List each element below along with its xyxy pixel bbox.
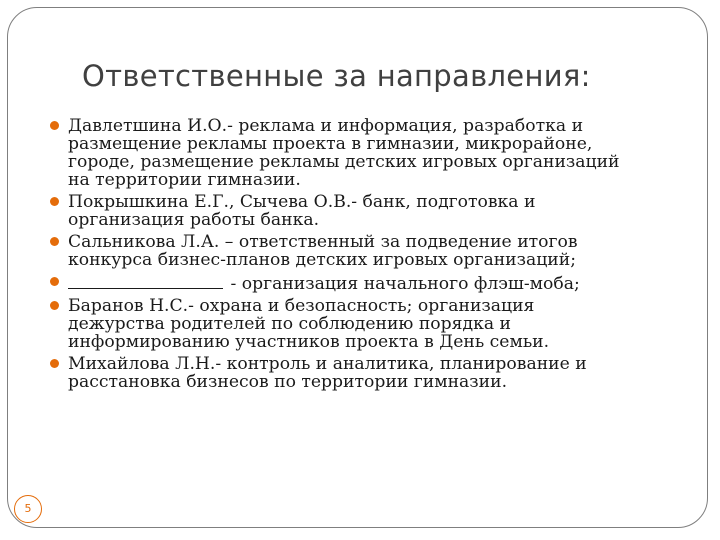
slide-title: Ответственные за направления: bbox=[82, 59, 591, 93]
list-item-flashmob bbox=[68, 273, 678, 293]
bullet-dot-icon bbox=[50, 237, 59, 246]
bullet-dot-icon bbox=[50, 359, 59, 368]
page-number: 5 bbox=[14, 495, 42, 523]
bullet-dot-icon bbox=[50, 121, 59, 130]
blank-name-line bbox=[68, 273, 223, 289]
bullet-dot-icon bbox=[50, 301, 59, 310]
item-line: Сальникова Л.А. – ответственный за подведение итогов bbox=[68, 232, 578, 252]
item-line: - организация начального флэш-моба; bbox=[230, 274, 580, 294]
item-line: Покрышкина Е.Г., Сычева О.В.- банк, подготовка и bbox=[68, 192, 536, 212]
item-line: Давлетшина И.О.- реклама и информация, разработка и bbox=[68, 116, 584, 136]
item-line: на территории гимназии. bbox=[68, 170, 301, 190]
bullet-dot-icon bbox=[50, 277, 59, 286]
list-item-pokryshkina bbox=[68, 193, 678, 229]
list-item-davletshina bbox=[68, 117, 678, 189]
item-line: Михайлова Л.Н.- контроль и аналитика, планирование и bbox=[68, 354, 587, 374]
list-item-baranov bbox=[68, 297, 678, 351]
item-line: информированию участников проекта в День семьи. bbox=[68, 332, 550, 352]
item-line: конкурса бизнес-планов детских игровых организаций; bbox=[68, 250, 576, 270]
bullet-dot-icon bbox=[50, 197, 59, 206]
item-line: размещение рекламы проекта в гимназии, микрорайоне, bbox=[68, 134, 593, 154]
list-item-mikhailova bbox=[68, 355, 678, 391]
item-line: Баранов Н.С.- охрана и безопасность; организация bbox=[68, 296, 535, 316]
list-item-salnikova bbox=[68, 233, 678, 269]
item-line: расстановка бизнесов по территории гимназии. bbox=[68, 372, 508, 392]
item-line: организация работы банка. bbox=[68, 210, 320, 230]
item-line: дежурства родителей по соблюдению порядка и bbox=[68, 314, 511, 334]
responsibility-list bbox=[68, 117, 678, 395]
item-line: городе, размещение рекламы детских игровых организаций bbox=[68, 152, 620, 172]
